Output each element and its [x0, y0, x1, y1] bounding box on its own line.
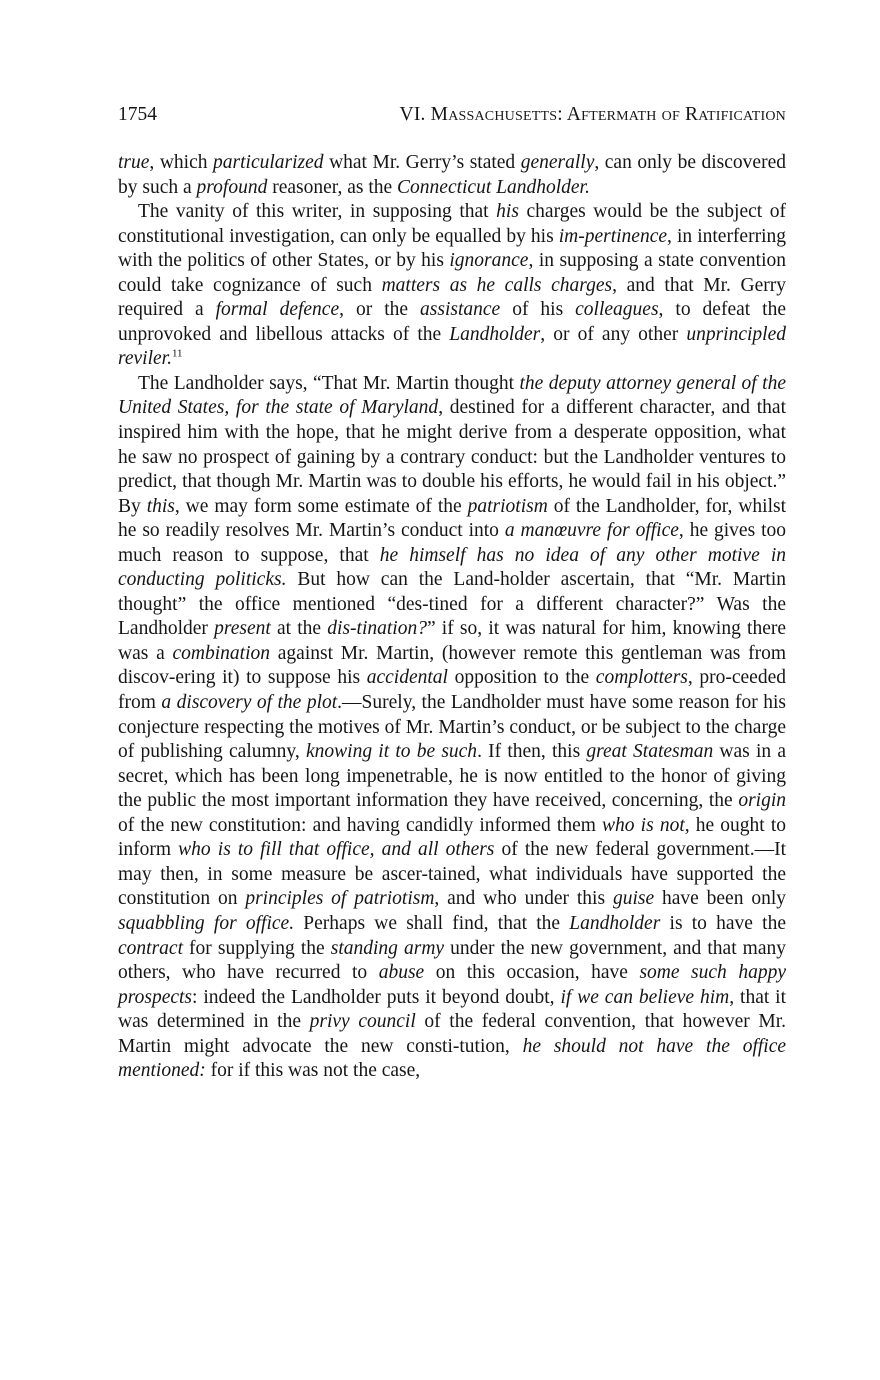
italic-run: abuse — [378, 962, 425, 984]
italic-run: knowing it to be such — [305, 741, 478, 763]
italic-run: patriotism — [467, 495, 548, 517]
text-run: , we may form some estimate of the — [174, 495, 468, 517]
italic-run: profound — [196, 176, 268, 198]
italic-run: colleagues — [575, 299, 659, 321]
text-run: But how can the Land-holder ascertain, that “Mr. Martin thought” the office mentioned “des-tined for a different character?” Was the Landholder — [118, 569, 786, 640]
text-run: , pro-ceeded from — [118, 667, 786, 714]
italic-run: who is to fill that office, and all others — [178, 839, 495, 861]
italic-run: im-pertinence — [558, 225, 668, 247]
text-run: .—Surely, the Landholder must have some reason for his conjecture respecting the motives of Mr. Martin’s conduct, or be subject to the charge of publishing calumny, — [118, 692, 786, 763]
text-run: , which — [149, 152, 214, 173]
italic-run: Connecticut Landholder. — [397, 176, 590, 198]
italic-run: true — [118, 152, 150, 173]
text-run: , in supposing a state convention could take cognizance of such — [118, 250, 786, 296]
italic-run: his — [496, 201, 519, 223]
italic-run: combination — [172, 642, 270, 664]
text-run: The vanity of this writer, in supposing that — [138, 201, 497, 223]
text-run: for if this was not the case, — [205, 1060, 421, 1082]
italic-run: accidental — [366, 667, 448, 689]
text-run: , or of any other — [540, 323, 687, 345]
text-run: . If then, this — [477, 741, 587, 763]
italic-run: Landholder — [449, 323, 541, 345]
italic-run: contract — [118, 937, 183, 959]
text-run: of the federal convention, that however Mr. Martin might advocate the new consti-tution, — [118, 1011, 787, 1057]
italic-run: matters as he calls charges — [381, 274, 613, 296]
italic-run: a discovery of the plot — [161, 692, 338, 714]
italic-run: assistance — [420, 299, 501, 321]
italic-run: if we can believe him — [560, 986, 730, 1008]
text-run: , can only be discovered by such a — [118, 152, 786, 198]
text-run: , he ought to inform — [118, 814, 786, 861]
text-run: ” if so, it was natural for him, knowing there was a — [118, 618, 786, 664]
running-head: VI. Massachusetts: Aftermath of Ratification — [399, 104, 786, 125]
text-run: at the — [270, 618, 328, 640]
text-run: , he gives too much reason to suppose, that — [118, 520, 786, 566]
text-run: , and that Mr. Gerry required a — [118, 274, 786, 321]
text-run: of the new federal government.—It may then, in some measure be ascer-tained, what individuals have supported the constitution on — [118, 839, 786, 910]
text-run: have been only — [654, 888, 786, 910]
italic-run: this — [146, 495, 175, 517]
text-run: , that it was determined in the — [118, 986, 787, 1033]
text-run: charges would be the subject of constitutional investigation, can only be equalled by his — [118, 201, 786, 247]
italic-run: present — [214, 618, 271, 640]
italic-run: origin — [738, 790, 786, 812]
text-run: was in a secret, which has been long impenetrable, he is now entitled to the honor of giving the public the most important information they have received, concerning, the — [118, 741, 787, 812]
body-text — [118, 151, 786, 1084]
italic-run: he should not have the office mentioned: — [118, 1035, 787, 1082]
italic-run: unprincipled reviler. — [118, 323, 786, 370]
text-run: , or the — [339, 299, 421, 321]
paragraph — [118, 200, 786, 372]
italic-run: principles of patriotism — [245, 888, 435, 910]
text-run: opposition to the — [447, 667, 596, 689]
italic-run: dis-tination? — [327, 618, 427, 640]
text-run: , and who under this — [434, 888, 613, 910]
italic-run: complotters — [595, 667, 688, 689]
text-run: , to defeat the unprovoked and libellous attacks of the — [118, 299, 786, 345]
text-run: against Mr. Martin, (however remote this gentleman was from discov-ering it) to suppose his — [118, 642, 786, 689]
page-number: 1754 — [118, 104, 157, 125]
italic-run: ignorance — [449, 250, 529, 272]
italic-run: privy council — [309, 1011, 416, 1033]
text-run: , in interferring with the politics of other States, or by his — [118, 225, 786, 272]
text-run: under the new government, and that many others, who have recurred to — [118, 937, 787, 984]
text-run: what Mr. Gerry’s stated — [323, 152, 521, 173]
text-run: Perhaps we shall find, that the — [294, 912, 570, 934]
italic-run: who is not — [602, 814, 685, 836]
text-run: of the new constitution: and having candidly informed them — [118, 814, 603, 836]
italic-run: great Statesman — [586, 741, 714, 763]
italic-run: generally — [520, 152, 595, 173]
text-run: is to have the — [660, 912, 787, 934]
italic-run: guise — [612, 888, 655, 910]
italic-run: the deputy attorney general of the United States, for the state of Maryland — [118, 372, 786, 419]
text-run: reasoner, as the — [267, 176, 398, 198]
text-run: : indeed the Landholder puts it beyond doubt, — [192, 986, 561, 1008]
italic-run: squabbling for office. — [118, 912, 295, 934]
italic-run: some such happy prospects — [118, 962, 786, 1008]
text-run: The Landholder says, “That Mr. Martin thought — [138, 372, 520, 394]
text-run: for supplying the — [182, 937, 331, 959]
italic-run: standing army — [330, 937, 445, 959]
text-run: of his — [500, 299, 576, 321]
italic-run: particularized — [213, 152, 324, 173]
paragraph — [118, 151, 786, 200]
text-run: , destined for a different character, and that inspired him with the hope, that he might derive from a desperate opposition, what he saw no prospect of gaining by a contrary conduct: but the Landholder ventures to predict, that though Mr. Martin was to double his efforts, he would fail in his object.” By — [118, 397, 786, 517]
footnote-marker: 11 — [171, 347, 183, 360]
paragraph — [118, 372, 786, 1084]
text-run: on this occasion, have — [424, 962, 640, 984]
italic-run: he himself has no idea of any other motive in conducting politicks. — [118, 544, 786, 591]
italic-run: a manœuvre for office — [504, 520, 679, 542]
text-run: of the Landholder, for, whilst he so readily resolves Mr. Martin’s conduct into — [118, 495, 786, 542]
italic-run: formal defence — [215, 299, 340, 321]
italic-run: Landholder — [569, 912, 661, 934]
